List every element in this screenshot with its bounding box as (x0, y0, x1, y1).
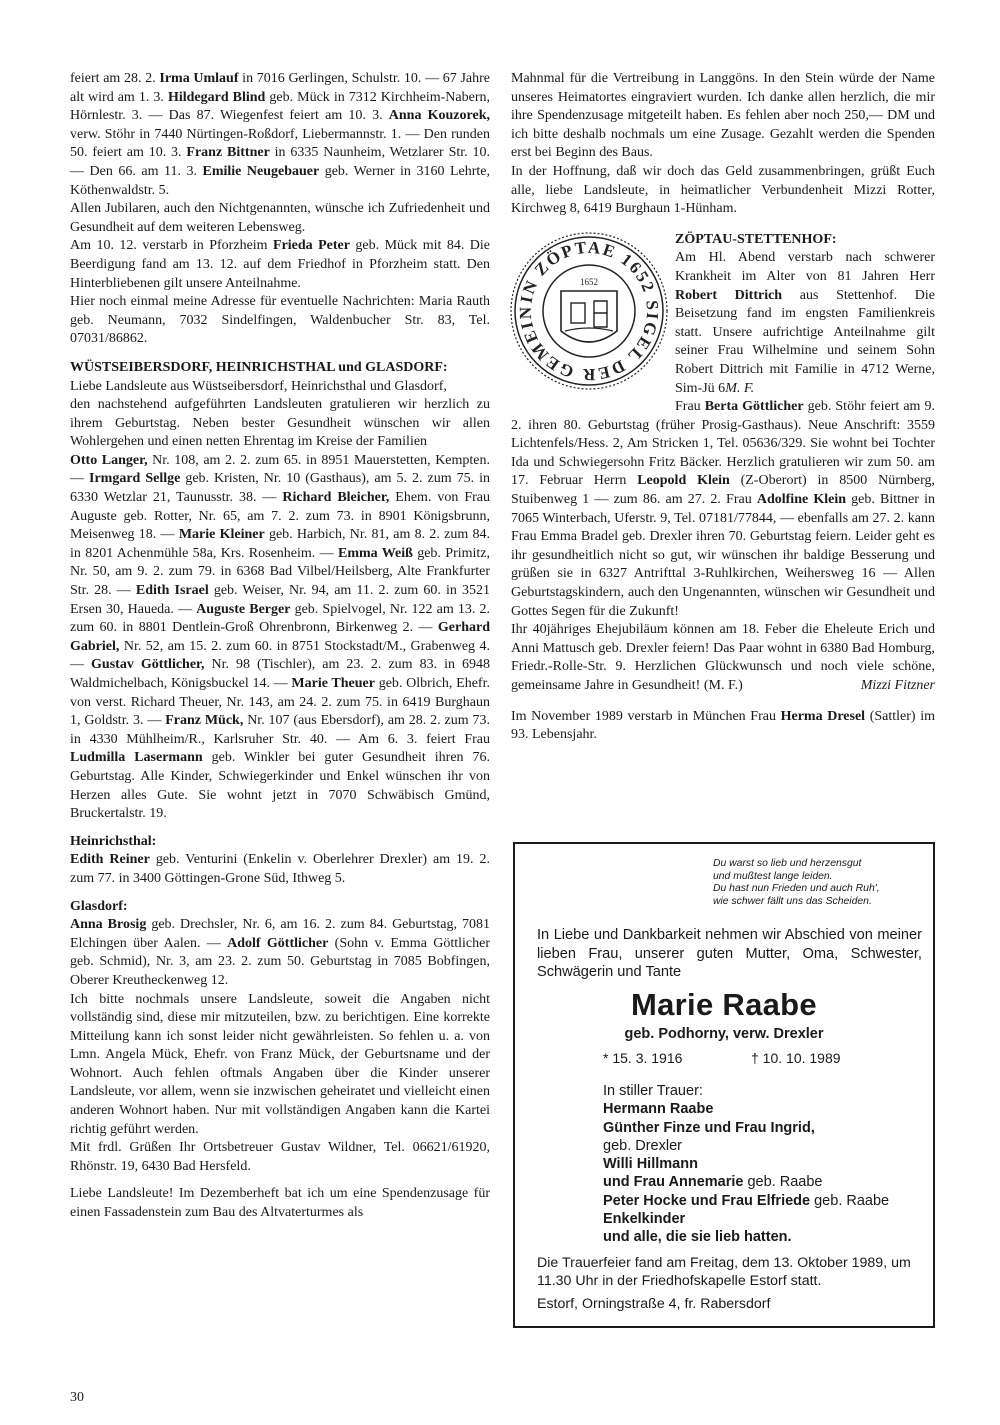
death-date: † 10. 10. 1989 (751, 1050, 841, 1066)
text-run: geb. Olbrich, Ehefr. von verst. Richard Theuer, Nr. 143, am 24. 2. zum 75. in 6419 Burghaun 1, Goldstr. 3. — (70, 676, 490, 729)
maiden-name: geb. Podhorny, verw. Drexler (624, 1026, 824, 1042)
bold-name: Anna Kouzorek, (388, 108, 490, 124)
bold-name: Berta Göttlicher (704, 399, 804, 415)
bold-name: Hildegard Blind (167, 89, 266, 105)
bold-name: Franz Bittner (186, 145, 270, 161)
bold-name: Marie Theuer (291, 676, 375, 691)
bold-name: und alle, die sie lieb hatten. (603, 1229, 792, 1246)
text-run: Am 10. 12. verstarb in Pforzheim (70, 238, 274, 254)
text-run: Nr. 98 (Tischler), am 23. 2. zum 83. in 6948 Waldmichelbach, Königsbuckel 14. — (70, 657, 491, 691)
bold-name: Peter Hocke und Frau Elfriede (603, 1192, 811, 1209)
funeral-service: Die Trauerfeier fand am Freitag, dem 13. Oktober 1989, um 11.30 Uhr in der Friedhofskapelle Estorf statt. (537, 1255, 911, 1290)
text-run: (Sohn v. Emma Göttlicher geb. Schmid), Nr. 3, am 23. 2. zum 50. Geburtstag in 7085 Bobfingen, Oberer Kreutheckenweg 12. (70, 935, 490, 988)
heinrichsthal-paragraph (70, 851, 490, 888)
text-run: in 7016 Gerlingen, Schulstr. 10. — 67 Jahre alt wird am 1. 3. (70, 71, 490, 105)
page-number: 30 (70, 1390, 84, 1405)
left-column (70, 70, 490, 1223)
bold-name: Adolfine Klein (756, 492, 847, 508)
bold-name: Anna Brosig (70, 917, 147, 933)
subheading-glasdorf: Glasdorf: (70, 898, 128, 914)
bold-name: Herma Dresel (780, 708, 866, 724)
text-run: geb. Spielvogel, Nr. 122 am 13. 2. zum 60. in 8801 Dentlein-Groß Ohrenbronn, Birkenweg 2. — (70, 601, 491, 636)
text-run: Nr. 52, am 15. 2. zum 60. in 8751 Stockstadt/M., Grabenweg 4. — (70, 638, 490, 673)
bold-name: Ludmilla Lasermann (70, 750, 203, 766)
bold-name: Willi Hillmann (603, 1156, 698, 1173)
obituary-notice (513, 842, 935, 1328)
text-run: Frau (675, 399, 705, 415)
bold-name: Enkelkinder (603, 1211, 686, 1228)
text-run: Nr. 108, am 2. 2. zum 65. in 8951 Mauerstetten, Kempten. — (70, 452, 491, 487)
obituary-intro: In Liebe und Dankbarkeit nehmen wir Abschied von meiner lieben Frau, unserer guten Mutter, Oma, Schwester, Schwägerin und Tante (537, 927, 922, 981)
poem-line: Du hast nun Frieden und auch Ruh', (713, 883, 880, 895)
text-run: geb. Weiser, Nr. 94, am 11. 2. zum 60. in 3521 Ersen 30, Haueda. — (70, 583, 490, 617)
seal-text: IN ZÖPTAE 1652 SIGEL DER GEMEIN (515, 237, 663, 384)
author-signature: Mizzi Fitzner (860, 678, 935, 693)
greeting-paragraph: Liebe Landsleute aus Wüstseibersdorf, Heinrichsthal und Glasdorf, (70, 378, 447, 394)
text-run: geb. Primitz, Nr. 50, am 9. 2. zum 79. in 6368 Bad Vilbel/Heilsberg, Alte Frankfurter Str. 28. — (70, 545, 491, 599)
bold-name: und Frau Annemarie (603, 1174, 744, 1191)
bold-name: Hermann Raabe (603, 1101, 714, 1118)
bold-name: Emilie Neugebauer (202, 163, 320, 179)
text-run: geb. Harbich, Nr. 81, am 8. 2. zum 84. in 8201 Achenmühle 58a, Krs. Rosenheim. — (70, 527, 490, 561)
bold-name: Marie Kleiner (178, 527, 265, 543)
wishes-paragraph: Allen Jubilaren, auch den Nichtgenannten, wünsche ich Zufriedenheit und Gesundheit auf dem weiteren Lebensweg. (70, 201, 490, 235)
mourner-line (603, 1119, 923, 1137)
text-run: (Sattler) im 93. Lebensjahr. (511, 708, 935, 743)
poem-line: Du warst so lieb und herzensgut (713, 858, 862, 869)
seal-year: 1652 (580, 276, 598, 287)
mourner-line (603, 1137, 923, 1155)
mourner-line (603, 1228, 923, 1246)
text-run: in 6335 Naunheim, Wetzlarer Str. 10. — Den 66. am 11. 3. (70, 145, 490, 179)
birthday-paragraph (70, 70, 490, 200)
text-run: feiert am 28. 2. (70, 71, 160, 86)
bold-name: Edith Reiner (70, 852, 150, 868)
bold-name: Adolf Göttlicher (227, 935, 329, 951)
text-run: geb. Drechsler, Nr. 6, am 16. 2. zum 84. Geburtstag, 7081 Elchingen über Aalen. — (70, 917, 491, 951)
text-run: aus Stettenhof. Die Beisetzung fand im engsten Familienkreis statt. Unsere aufrichtige Anteilnahme gilt seiner Frau Wilhelmine und seinem Sohn Robert Dittrich mit Familie in 4712 Werne, Sim-Jü 6 (675, 287, 935, 396)
text-run: Im November 1989 verstarb in München Frau (511, 708, 781, 724)
bold-name: Otto Langer, (70, 452, 148, 468)
bold-name: Irmgard Sellge (89, 471, 181, 487)
text-run: geb. Drexler (603, 1137, 682, 1154)
closing-paragraph: In der Hoffnung, daß wir doch das Geld zusammenbringen, grüßt Euch alle, liebe Landsleute, in heimatlicher Verbundenheit Mizzi Rotter, Kirchweg 8, 6419 Burghaun 1-Hünham. (511, 163, 935, 217)
obituary-poem (713, 858, 923, 908)
text-run: (Z-Oberort) in 8500 Nürnberg, Stuibenweg 1 — zum 86. am 27. 2. Frau (511, 473, 935, 508)
bold-name: Robert Dittrich (675, 287, 783, 303)
glasdorf-paragraph (70, 916, 490, 990)
text-run: verw. Stöhr in 7440 Nürtingen-Roßdorf, Liebermannstr. 1. — Den runden 50. feiert am 10. 3. (70, 126, 490, 161)
mourners-heading: In stiller Trauer: (603, 1083, 703, 1099)
text-run: geb. Winkler bei guter Gesundheit ihren 76. Geburtstag. Alle Kinder, Schwiegerkinder und Enkel wünschen ihr von Herzen alles Gute. Sie wohnt jetzt in 7070 Schwäbisch Gmünd, Bruckertalstr. 19. (70, 750, 490, 822)
bold-name: Gustav Göttlicher, (91, 657, 205, 673)
right-column (511, 70, 935, 745)
text-run: Nr. 107 (aus Ebersdorf), am 28. 2. zum 73. in 4330 Mühlheim/R., Karlsruher Str. 40. — Am 6. 3. feiert Frau (70, 713, 490, 747)
poem-line: und mußtest lange leiden. (713, 870, 833, 882)
text-run: geb. Kristen, Nr. 10 (Gasthaus), am 5. 2. zum 75. in 6330 Wetzlar 21, Taunusstr. 38. — (70, 471, 490, 506)
family-address: Estorf, Orningstraße 4, fr. Rabersdorf (537, 1296, 771, 1312)
obituary-herma-dresel (511, 708, 935, 745)
text-run: geb. Stöhr feiert am 9. 2. ihren 80. Geburtstag (früher Prosig-Gasthaus). Neue Anschrift: 3559 Lichtenfels/Hess. 2, Am Stricken 1, Tel. 05636/329. Sie wohnt bei Tochter Ida und Schwiegersohn Fritz Bäcker. Herzlich gratulieren wir zum 50. am 17. Februar Herrn (511, 399, 935, 489)
text-run: geb. Raabe (810, 1192, 890, 1209)
mourner-line (603, 1192, 923, 1210)
mourners-list (603, 1082, 923, 1247)
address-paragraph: Hier noch einmal meine Adresse für eventuelle Nachrichten: Maria Rauth geb. Neumann, 7032 Sindelfingen, Waldenbucher Str. 83, Tel. 07031/86862. (70, 294, 490, 347)
text-run: geb. Venturini (Enkelin v. Oberlehrer Drexler) am 19. 2. zum 77. in 3400 Göttingen-Grone Süd, Ithweg 5. (70, 852, 491, 886)
anniversary-paragraph (511, 621, 935, 695)
bold-name: Irma Umlauf (159, 71, 239, 86)
congrats-intro: den nachstehend aufgeführten Landsleuten gratulieren wir herzlich zu ihrem Geburtstag. Neben bester Gesundheit wünschen wir allen Wohlergehen und einen netten Ehrentag im Kreise der Familien (70, 397, 490, 450)
anniversary-text: Ihr 40jähriges Ehejubiläum können am 18. Feber die Eheleute Erich und Anni Mattusch geb. Drexler feiern! Das Paar wohnt in 6380 Bad Homburg, Friedr.-Rolle-Str. 9. Herzlichen Glückwunsch und noch viele schöne, gemeinsame Jahre in Gesundheit! (M. F.) (511, 622, 935, 693)
zoeptau-section (511, 231, 935, 745)
bold-name: Gerhard Gabriel, (70, 620, 490, 654)
bold-name: Leopold Klein (637, 473, 730, 489)
section-heading-wuestseibersdorf: WÜSTSEIBERSDORF, HEINRICHSTHAL und GLASDORF: (70, 359, 448, 375)
birth-date: * 15. 3. 1916 (603, 1050, 683, 1066)
obituary-frieda-peter (70, 237, 490, 293)
bold-name: Frieda Peter (273, 238, 350, 254)
donation-continued: Mahnmal für die Vertreibung in Langgöns. In den Stein würde der Name unseres Heimatortes eingraviert wurden. Ich danke allen herzlich, die mir ihre Spendenzusage mitgeteilt haben. Es fehlen aber noch 250,— DM und ich bitte deshalb nochmals um eine Zusage. Gezahlt werden die Spenden erst bei Beginn des Baus. (511, 71, 935, 161)
bold-name: Günther Finze und Frau Ingrid, (603, 1119, 815, 1136)
text-run: Ehem. von Frau Auguste geb. Rotter, Nr. 65, am 7. 2. zum 73. in 8901 Königsbrunn, Meisenweg 18. — (70, 490, 490, 543)
text-run: geb. Mück in 7312 Kirchheim-Nabern, Hörnlestr. 3. — Das 87. Wiegenfest feiert am 10. 3. (70, 89, 491, 124)
text-run: geb. Bittner in 7065 Winterbach, Uferstr. 9, Tel. 07181/77844, — ebenfalls am 27. 2. kann Frau Emma Bradel geb. Drexler ihren 70. Geburtstag feiern. Leider geht es ihr gesundheitlich nicht so gut, wir wünschen ihr baldige Besserung und grüßen sie in 6327 Antrifttal 3-Ruhlkirchen, Weihersweg 16 — Allen Geburtstagskindern, auch den Ungenannten, wünschen wir Gesundheit und Gottes Segen für die Zukunft! (511, 492, 935, 619)
deceased-name: Marie Raabe (631, 987, 817, 1022)
bold-name: Auguste Berger (196, 601, 291, 617)
text-run: Am Hl. Abend verstarb nach schwerer Krankheit im Alter von 81 Jahren Herr (675, 250, 935, 284)
donation-paragraph: Liebe Landsleute! Im Dezemberheft bat ich um eine Spendenzusage für einen Fassadenstein zum Bau des Altvaterturmes als (70, 1186, 490, 1221)
request-paragraph: Ich bitte nochmals unsere Landsleute, soweit die Angaben nicht vollständig sind, diese mir mitzuteilen, bzw. zu berichtigen. Eine korrekte Mitteilung kann ich sonst leider nicht gewährleisten. So fehlen u. a. von Lmn. Angela Mück, Ehefr. von Franz Mück, der Geburtsname und der Wohnort. Auch fehlen oftmals Angaben über die Kinder unserer Landsleute, vor allem, wenn sie inzwischen geheiratet und vielleicht einen anderen Wohnort haben. Nur mit vollständigen Angaben kann die Kartei richtig geführt werden. (70, 991, 490, 1137)
bold-name: Richard Bleicher, (282, 490, 390, 506)
text-run: geb. Werner in 3160 Lehrte, Köthenwaldstr. 5. (70, 163, 490, 198)
village-seal (509, 231, 669, 403)
bold-name: Emma Weiß (338, 545, 413, 561)
bold-name: Franz Mück, (165, 713, 244, 729)
subheading-heinrichsthal: Heinrichsthal: (70, 833, 157, 849)
section-heading-zoeptau: ZÖPTAU-STETTENHOF: (675, 231, 837, 247)
signature-paragraph: Mit frdl. Grüßen Ihr Ortsbetreuer Gustav Wildner, Tel. 06621/61920, Rhönstr. 19, 6430 Bad Hersfeld. (70, 1140, 490, 1174)
poem-line: wie schwer fällt uns das Scheiden. (713, 895, 872, 907)
mourner-line (603, 1155, 923, 1173)
text-run: geb. Raabe (743, 1174, 823, 1191)
bold-name: Edith Israel (135, 583, 209, 599)
birthday-berta-goettlicher (511, 398, 935, 621)
seal-image (509, 231, 669, 391)
svg-text:IN ZÖPTAE 1652 SIGEL DER GEMEI (516, 237, 662, 383)
mourner-line (603, 1100, 923, 1118)
mourner-line (603, 1173, 923, 1191)
mourner-line (603, 1210, 923, 1228)
italic-text: M. F. (725, 380, 755, 396)
birthday-list (70, 452, 490, 824)
text-run: geb. Mück mit 84. Die Beerdigung fand am 13. 12. auf dem Friedhof in Pforzheim statt. Den Hinterbliebenen gilt unsere Anteilnahme. (70, 238, 491, 291)
